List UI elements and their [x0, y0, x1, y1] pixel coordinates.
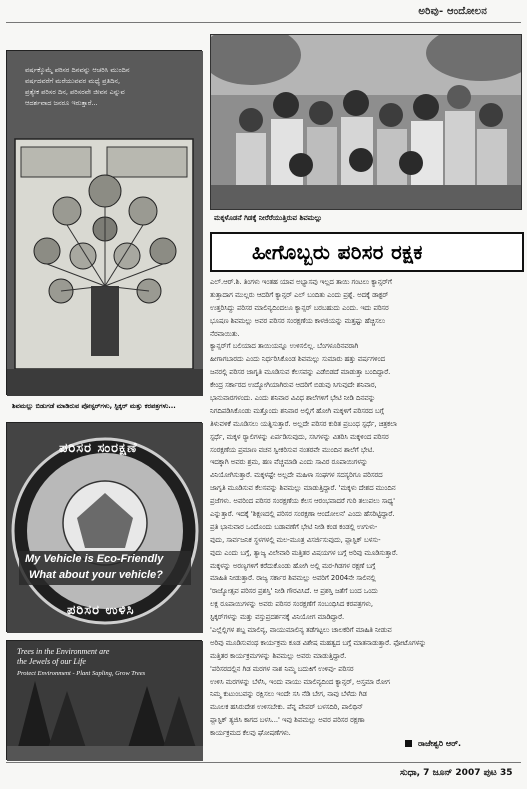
- headline-box: [210, 232, 524, 272]
- article-line: ಜನರಲ್ಲಿ ಪರಿಸರ ಜಾಗೃತಿ ಮೂಡಿಸುವ ಕೆಲಸವನ್ನು ಎಡೆಬಿಡದೆ ಮಾಡುತ್ತಾ ಬಂದಿದ್ದಾರೆ.: [210, 368, 391, 377]
- header-rule: [6, 22, 521, 23]
- byline: [405, 739, 461, 749]
- article-line: ಮಾಹಿತಿ ನೀಡುತ್ತಾರೆ. ರಾಜ್ಯ ಸರ್ಕಾರ ಶಿವಮಲ್ಲು ಅವರಿಗೆ 2004ನೇ ಸಾಲಿನಲ್ಲಿ: [210, 574, 376, 583]
- article-line: 'ರಾಜ್ಯೋತ್ಸವ ಪರಿಸರ ಪ್ರಶಸ್ತಿ' ನೀಡಿ ಗೌರವಿಸಿದೆ. ಆ ಪ್ರಶಸ್ತಿ ಜತೆಗೆ ಬಂದ ಒಂದು: [210, 587, 378, 596]
- poster-text-3: Protect Environment - Plant Sapling, Grow Trees: [17, 670, 146, 677]
- article-line: ಭಾನುವಾರಗಳಂದು. ಎಂದು ಶನಿವಾರ ವಿವಿಧ ಶಾಲೆಗಳಿಗೆ ಭೇಟಿ ನೀಡಿ ದಿನವನ್ನು: [210, 393, 376, 402]
- page-footer: ಸುಧಾ, 7 ಜೂನ್ 2007 ಪುಟ 35: [400, 768, 513, 778]
- article-line: ಎನ್ನುತ್ತಾರೆ. ಇದಕ್ಕೆ 'ಶಿಕ್ಷಣದಲ್ಲಿ ಪರಿಸರ ಸಂರಕ್ಷಣಾ ಆಂದೋಲನ' ಎಂದು ಹೆಸರಿಟ್ಟಿದ್ದಾರೆ.: [210, 509, 395, 518]
- article-line: ಪ್ರಜೆಗಳು. ಅವರಿಂದ ಪರಿಸರ ಸಂರಕ್ಷಣೆಯ ಕೆಲಸ ಆರಂಭವಾದರೆ ಗುರಿ ತಲುಪಲು ಸಾಧ್ಯ': [210, 497, 395, 506]
- article-line: ಹೀಗಾಗಬಾರದು ಎಂದು ನಿರ್ಧರಿಸಿಕೊಂಡ ಶಿವಮಲ್ಲು ಸುಮಾರು ಹತ್ತು ವರ್ಷಗಳಿಂದ: [210, 355, 386, 364]
- article-line: ಭೂಷಣ ಶಿವಮಲ್ಲು ಅವರ ಪರಿಸರ ಸಂರಕ್ಷಣೆಯ ಕಾಳಜಿಯನ್ನು ಮತ್ತಷ್ಟು ಹೆಚ್ಚಿಸಲು: [210, 316, 386, 325]
- sticker-top-text: ಪರಿಸರ ಸಂರಕ್ಷಣೆ: [59, 441, 138, 456]
- article-line: 'ಪರಿಸರದಲ್ಲಿನ ಗಿಡ ಮರಗಳ ನಾಶ ನಿಮ್ಮ ಬದುಕಿಗೆ ಉಳಿವು- ಪರಿಸರ: [210, 664, 354, 673]
- article-line: ಜಾಗೃತಿ ಮೂಡಿಸುವ ಕೆಲಸವನ್ನು ಶಿವಮಲ್ಲು ಮಾಡುತ್ತಿದ್ದಾರೆ. 'ಮಕ್ಕಳು ದೇಶದ ಮುಂದಿನ: [210, 484, 396, 493]
- poster-text-1: Trees in the Environment are: [17, 647, 110, 656]
- sticker-line-1: My Vehicle is Eco-Friendly: [25, 553, 164, 565]
- article-line: ಸಂರಕ್ಷಣೆಯ ಪ್ರಮಾಣ ವಚನ ಸ್ವೀಕರಿಸುವ ನಂತರವೇ ಮುಂದಿನ ಶಾಲೆಗೆ ಭೇಟಿ.: [210, 445, 375, 454]
- footer-rule: [6, 762, 521, 763]
- article-line: ಮೂಲಕ ಹಸಿರುದೇಶ ಉಳಿಸಬೇಕು. ಪೆನ್ನ ಪೇಪರ್ ಬಳಸದಿರಿ, ಪಾಲಿಥಿನ್: [210, 703, 364, 712]
- article-line: ಅರಿವು ಮೂಡಿಸುವಂಥ ಕಾರ್ಯಕ್ರಮ ಕೂಡ ವಿಶೇಷ ಮಹತ್ವದ ಬಗ್ಗೆ ಮಾತನಾಡುತ್ತಾರೆ. ಫೋಟೊಗಳನ್ನು: [210, 638, 427, 647]
- article-body: [210, 276, 524, 753]
- caption-line: ವರ್ಷಕ್ಕೊಮ್ಮೆ ಪರಿಸರ ದಿನವನ್ನು ಆಚರಿಸಿ ಮುಂದಿನ: [25, 66, 130, 74]
- article-line: ತಿಳುವಳಿಕೆ ಮೂಡಿಸಲು ಯತ್ನಿಸುತ್ತಾರೆ. ಅಲ್ಲದೇ ಪರಿಸರ ಕುರಿತ ಪ್ರಬಂಧ ಸ್ಪರ್ಧೆ, ಚಿತ್ರಕಲಾ: [210, 419, 397, 428]
- caption-line: ಪ್ರತ್ಯೇಕ ಪರಿಸರ ದಿನ, ಪರಿಸರವೇ ಜೀವನ ಎನ್ನುವ: [25, 88, 125, 96]
- article-line: ಲಕ್ಷ ರೂಪಾಯಿಗಳನ್ನು ಅವರು ಪರಿಸರ ಸಂರಕ್ಷಣೆಗೆ ಸಂಬಂಧಿಸಿದ ಕರಪತ್ರಗಳು,: [210, 600, 374, 609]
- article-line: ಇದಕ್ಕಾಗಿ ಅವರು ಶ್ರಮ, ಹಣ ವೆಚ್ಚಮಾಡಿ ಎಂದು ಸಾವಿರ ರೂಪಾಯಿಗಳನ್ನು: [210, 458, 368, 467]
- article-line: ತುತ್ತಾದಾಗ ಮುಲ್ಲರು ಆದರಿಗೆ ಕ್ಯಾನ್ಸರ್ ಎಲ್ ಬಂದಿತು ಎಂದು ಪ್ರಶ್ನೆ. ಅದಕ್ಕೆ ಡಾಕ್ಟರ್: [210, 290, 389, 299]
- article-headline: ಹೀಗೊಬ್ಬರು ಪರಿಸರ ರಕ್ಷಕ: [252, 240, 423, 264]
- article-line: ವುದು ಎಂದು ಬಗ್ಗೆ, ತ್ಯಾಜ್ಯ ವಿಲೇವಾರಿ ಮತ್ತಿತರ ವಿಷಯಗಳ ಬಗ್ಗೆ ಅರಿವು ಮೂಡಿಸುತ್ತಾರೆ.: [210, 548, 398, 557]
- caption-line: ಆದರ್ಶವಾದ ಜನರೂ ಇರುತ್ತಾರೆ...: [25, 99, 98, 107]
- article-line: ಉಳಿಸಿ ಮರಗಳನ್ನು ಬೆಳೆಸಿ, ಇಂದು ವಾಯು ಮಾಲಿನ್ಯದಿಂದ ಕ್ಯಾನ್ಸರ್, ಅಸ್ತಮಾ ರೋಗ: [210, 677, 390, 686]
- poster-text-2: the Jewels of our Life: [17, 657, 86, 666]
- page-header: [0, 2, 527, 24]
- article-line: ಎಲ್.ಆರ್.ಶಿ. ತಿಂಗಳು ಇಂತಹ ಯಾವ ಅಭ್ಯಾಸವು ಇಲ್ಲದ ತಾಯಿ ಗಂಟಲು ಕ್ಯಾನ್ಸರ್‌ಗೆ: [210, 277, 392, 286]
- article-line: ನೆರವಾಯಿತು.: [210, 329, 240, 338]
- byline-text: ರಾಜೇಶ್ವರಿ ಆರ್.: [418, 739, 462, 748]
- article-line: ಮತ್ತಿತರ ಕಾರ್ಯಕ್ರಮಗಳನ್ನು ಶಿವಮಲ್ಲು ಅವರು ಮಾಡುತ್ತಿದ್ದಾರೆ.: [210, 651, 347, 660]
- article-line: ಪ್ರತಿ ಭಾನುವಾರ ಒಂದೊಂದು ಬಡಾವಣೆಗೆ ಭೇಟಿ ನೀಡಿ ಕಂಡ ಕಂಡಲ್ಲಿ ಉಗುಳು-: [210, 522, 378, 531]
- sticker-bottom-text: ಪರಿಸರ ಉಳಿಸಿ: [67, 603, 135, 618]
- sticker-photo: [6, 422, 202, 632]
- article-line: ಮಕ್ಕಳನ್ನು ಅರಣ್ಯಗಳಿಗೆ ಕರೆದುಕೊಂಡು ಹೋಗಿ ಅಲ್ಲಿ ಮರ-ಗಿಡಗಳ ರಕ್ಷಣೆ ಬಗ್ಗೆ: [210, 561, 376, 570]
- sticker-line-2: What about your vehicle?: [29, 569, 163, 581]
- caption-line: ವರ್ಷದವರೆಗೆ ಮರೆಯುವವರ ಮಧ್ಯೆ ಪ್ರತಿದಿನ,: [25, 77, 121, 85]
- children-planting-illustration: [211, 35, 522, 210]
- top-left-caption: [25, 65, 197, 109]
- poster-display-photo: [6, 50, 202, 395]
- photo-caption: ಮಕ್ಕಳೊಡನೆ ಗಿಡಕ್ಕೆ ನೀರೆರೆಯುತ್ತಿರುವ ಶಿವಮಲ್ಲು: [214, 214, 323, 222]
- article-line: ಸ್ಟಿಕ್ಕರ್‌ಗಳನ್ನು ಮತ್ತು ವಸ್ತುಪ್ರದರ್ಶನಕ್ಕೆ ವಿನಿಯೋಗ ಮಾಡಿದ್ದಾರೆ.: [210, 613, 345, 622]
- article-line: ಪ್ಲಾಸ್ಟಿಕ್ ತ್ಯಜಿಸಿ ಕಾಗದ ಬಳಸಿ...' ಇವು ಶಿವಮಲ್ಲು ಅವರ ಪರಿಸರ ರಕ್ಷಣಾ: [210, 716, 365, 725]
- byline-square-icon: [405, 740, 412, 747]
- article-line: [210, 740, 524, 753]
- forest-poster: [6, 640, 202, 760]
- article-line: ವಿನಿಯೋಗಿಸುತ್ತಾರೆ. ಮಕ್ಕಳಷ್ಟೇ ಅಲ್ಲದೇ ಮಹಿಳಾ ಸಂಘಗಳ ಸದಸ್ಯರಿಗೂ ಪರಿಸರದ: [210, 471, 383, 480]
- article-line: 'ಎಲ್ಲೆಲ್ಲಿಗಳ ಶಬ್ದ ಮಾಲಿನ್ಯ, ವಾಯುಮಾಲಿನ್ಯ ತಡೆಗಟ್ಟಲು ಚಾಲಕರಿಗೆ ಮಾಹಿತಿ ನೀಡುವ: [210, 625, 392, 634]
- section-title: ಅರಿವು- ಆಂದೋಲನ: [418, 6, 487, 17]
- article-line: ಕ್ಯಾನ್ಸರ್‌ಗೆ ಬಲಿಯಾದ ತಾಯಿಯನ್ನೂ ಉಳಿಸಲಿಲ್ಲ. ಬೆಂಗಳೂರಿನವರಾಗಿ: [210, 342, 359, 351]
- article-line: ಉತ್ತರಿಸಿದ್ದು ಪರಿಸರ ಮಾಲಿನ್ಯದಿಂದಲೂ ಕ್ಯಾನ್ಸರ್ ಬರಬಹುದು ಎಂದು. ಇದು ಪರಿಸರ: [210, 303, 389, 312]
- children-planting-photo: [210, 34, 522, 210]
- poster-caption: ಶಿವಮಲ್ಲು ಬಿಡುಗಡೆ ಮಾಡಿರುವ ಪೋಸ್ಟರ್‌ಗಳು, ಸ್ಟಿಕ್ಕರ್ ಮತ್ತು ಕರಪತ್ರಗಳು...: [12, 402, 176, 410]
- article-line: ಕಾರ್ಯಕ್ರಮದ ಕೆಲವು ಘೋಷಣೆಗಳು.: [210, 729, 291, 738]
- article-line: ಸ್ಪರ್ಧೆ, ಮಕ್ಕಳ ರ‍್ಯಾಲಿಗಳನ್ನು ಏರ್ಪಡಿಸುವುದು, ಸಸಿಗಳನ್ನು ವಿತರಿಸಿ ಮಕ್ಕಳಿಂದ ಪರಿಸರ: [210, 432, 389, 441]
- article-line: ನಿಗದಿಪಡಿಸಿಕೊಂಡು ಮತ್ತೊಂದು ಶನಿವಾರ ಅಲ್ಲಿಗೆ ಹೋಗಿ ಮಕ್ಕಳಿಗೆ ಪರಿಸರದ ಬಗ್ಗೆ: [210, 406, 384, 415]
- article-line: ಕೇಂದ್ರ ಸರ್ಕಾರದ ಉದ್ಯೋಗಿಯಾಗಿರುವ ಆದರಿಗೆ ಬಿಡುವು ಸಿಗುವುದೇ ಶನಿವಾರ,: [210, 381, 377, 390]
- article-line: ನಿಮ್ಮ ಕುಟುಂಬವನ್ನು ರಕ್ಷಿಸಲು ಇಂದೇ ಸಸಿ ನೆಡಿ ಬೇಗ, ನಾವು ಬೆಳೆದು ಗಿಡ: [210, 690, 367, 699]
- article-line: ವುದು, ಸಾರ್ವಜನಿಕ ಸ್ಥಳಗಳಲ್ಲಿ ಮಲ-ಮೂತ್ರ ವಿಸರ್ಜಿಸುವುದು, ಪ್ಲಾಸ್ಟಿಕ್ ಬಳಸು-: [210, 535, 381, 544]
